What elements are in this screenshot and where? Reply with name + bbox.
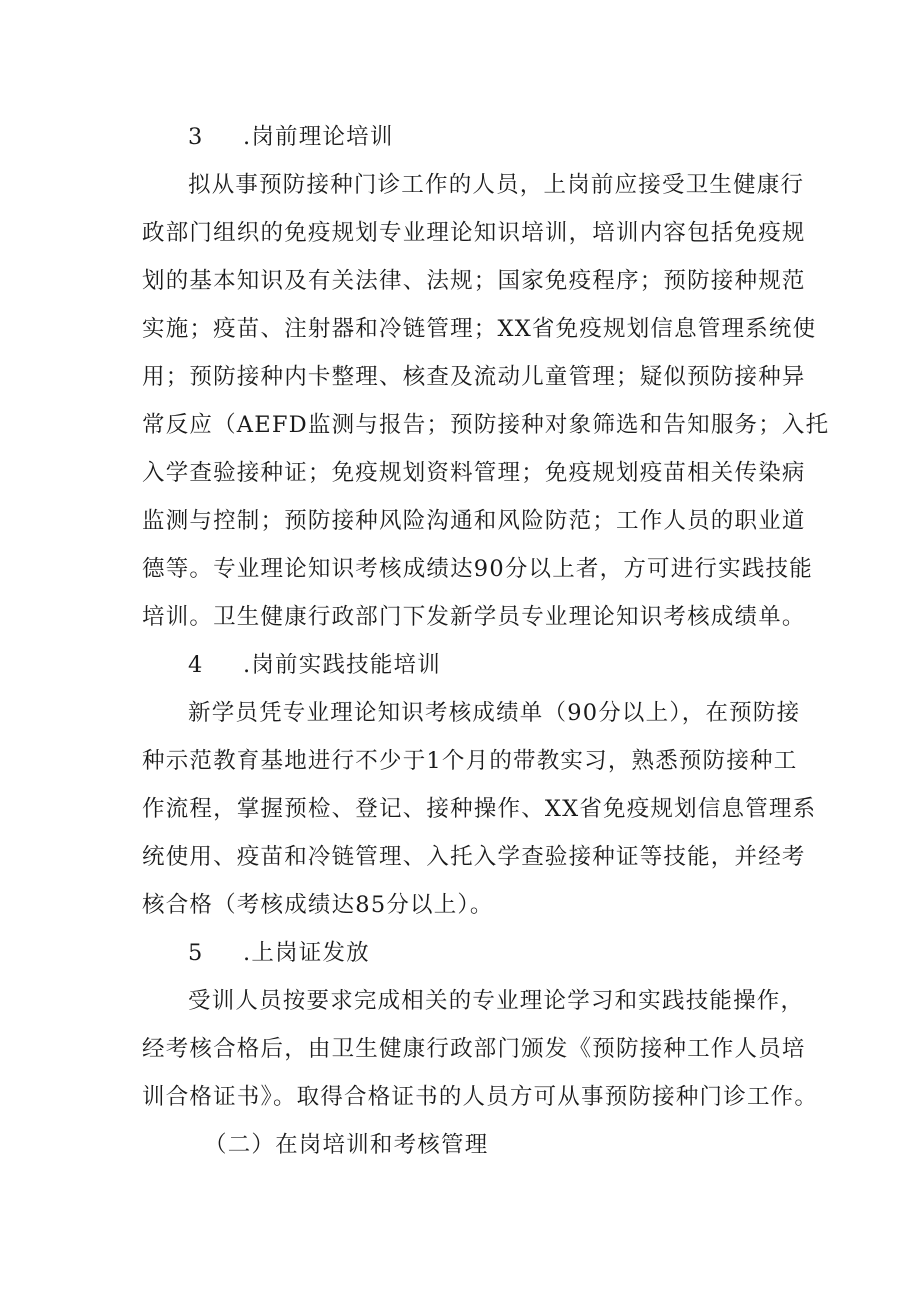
paragraph-line: 划的基本知识及有关法律、法规；国家免疫程序；预防接种规范 xyxy=(142,268,806,294)
section-3-heading xyxy=(188,121,792,153)
paragraph-line: 监测与控制；预防接种风险沟通和风险防范；工作人员的职业道 xyxy=(142,508,806,534)
section-number: 3 xyxy=(188,124,204,150)
paragraph-line: 入学查验接种证；免疫规划资料管理；免疫规划疫苗相关传染病 xyxy=(142,460,806,486)
paragraph-line: 新学员凭专业理论知识考核成绩单（90分以上），在预防接 xyxy=(188,700,801,726)
paragraph-line: 核合格（考核成绩达85分以上）。 xyxy=(142,892,494,918)
section-5-heading xyxy=(188,937,792,969)
paragraph-line: 经考核合格后，由卫生健康行政部门颁发《预防接种工作人员培 xyxy=(142,1036,806,1062)
paragraph-line: 用；预防接种内卡整理、核查及流动儿童管理；疑似预防接种异 xyxy=(142,364,806,390)
subheading: （二）在岗培训和考核管理 xyxy=(204,1132,489,1158)
paragraph-line: 政部门组织的免疫规划专业理论知识培训，培训内容包括免疫规 xyxy=(142,220,806,246)
section-4-heading xyxy=(188,649,792,681)
section-number: 5 xyxy=(188,940,204,966)
paragraph-line: 受训人员按要求完成相关的专业理论学习和实践技能操作， xyxy=(188,988,805,1014)
section-title: .岗前实践技能培训 xyxy=(243,652,441,678)
paragraph-line: 常反应（AEFD监测与报告；预防接种对象筛选和告知服务；入托 xyxy=(142,412,830,438)
paragraph-line: 培训。卫生健康行政部门下发新学员专业理论知识考核成绩单。 xyxy=(142,604,806,630)
paragraph-line: 实施；疫苗、注射器和冷链管理；XX省免疫规划信息管理系统使 xyxy=(142,316,817,342)
section-title: .岗前理论培训 xyxy=(243,124,394,150)
paragraph-line: 德等。专业理论知识考核成绩达90分以上者，方可进行实践技能 xyxy=(142,556,813,582)
paragraph-line: 拟从事预防接种门诊工作的人员，上岗前应接受卫生健康行 xyxy=(188,172,805,198)
section-number: 4 xyxy=(188,652,204,678)
paragraph-line: 种示范教育基地进行不少于1个月的带教实习，熟悉预防接种工 xyxy=(142,748,798,774)
section-title: .上岗证发放 xyxy=(243,940,370,966)
paragraph-line: 训合格证书》。取得合格证书的人员方可从事预防接种门诊工作。 xyxy=(142,1084,819,1110)
paragraph-line: 统使用、疫苗和冷链管理、入托入学查验接种证等技能，并经考 xyxy=(142,844,806,870)
paragraph-line: 作流程，掌握预检、登记、接种操作、XX省免疫规划信息管理系 xyxy=(142,796,817,822)
